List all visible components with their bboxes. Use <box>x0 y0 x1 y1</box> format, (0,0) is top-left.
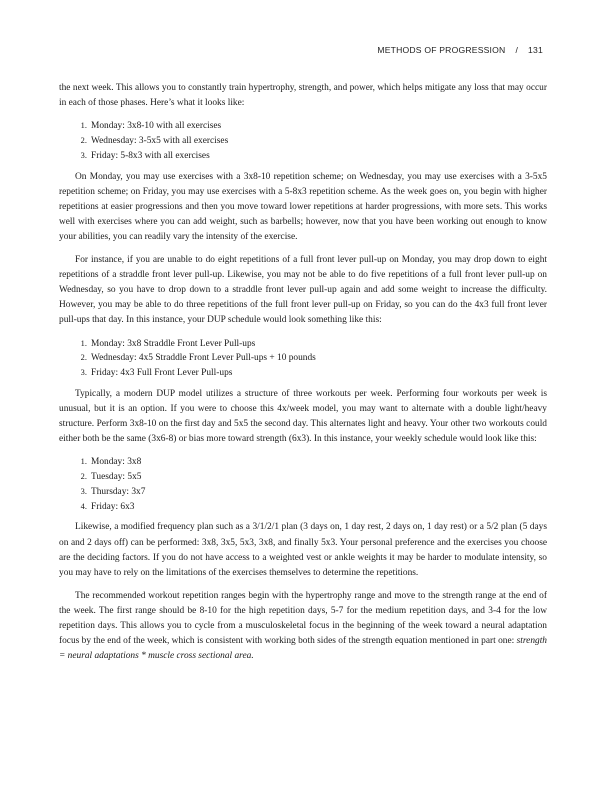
paragraph <box>59 589 547 664</box>
list-item: 2. Wednesday: 4x5 Straddle Front Lever Pull-ups + 10 pounds <box>89 351 547 366</box>
list-item: 2. Wednesday: 3-5x5 with all exercises <box>89 134 547 149</box>
list-item: 3. Friday: 5-8x3 with all exercises <box>89 149 547 164</box>
paragraph: For instance, if you are unable to do eight repetitions of a full front lever pull-up on Monday, you may drop down to eight repetitions of a straddle front lever pull-up. Likewise, you may not be able to do five repetitions of a full front lever pull-up on Wednesday, so you have to drop down to a straddle front lever pull-up again and add some weight to increase the difficulty. However, you may be able to do three repetitions of the full front lever pull-up on Friday, so you can do the 4x3 full front lever pull-ups that day. In this instance, your DUP schedule would look something like this: <box>59 255 547 326</box>
page-number: 131 <box>528 45 543 55</box>
list-item: 4. Friday: 6x3 <box>89 500 547 515</box>
strength-equation: strength = neural adaptations * muscle cross sectional area. <box>59 636 547 662</box>
list-item: 3. Friday: 4x3 Full Front Lever Pull-ups <box>89 366 547 381</box>
paragraph: Typically, a modern DUP model utilizes a structure of three workouts per week. Performing four workouts per week is unusual, but it is an option. If you were to choose this 4x/week model, you may want to alternate with a double light/heavy structure. Perform 3x8-10 on the first day and 5x5 the second day. This alternates light and heavy. Your other two workouts could either both be the same (3x6-8) or bias more toward strength (6x3). In this instance, your weekly schedule would look like this: <box>59 388 547 445</box>
running-header <box>377 45 543 55</box>
weekly-schedule-list <box>59 455 547 514</box>
list-item: 1. Monday: 3x8-10 with all exercises <box>89 119 547 134</box>
list-item: 3. Thursday: 3x7 <box>89 485 547 500</box>
body-text <box>59 81 547 672</box>
list-item: 1. Monday: 3x8 <box>89 455 547 470</box>
paragraph: Likewise, a modified frequency plan such as a 3/1/2/1 plan (3 days on, 1 day rest, 2 days on, 1 day rest) or a 5/2 plan (5 days on and 2 days off) can be performed: 3x8, 3x5, 5x3, 3x8, and finally 5x3. Your personal preference and the exercises you choose are the deciding factors. If you do not have access to a weighted vest or ankle weights it may be harder to modulate intensity, so you may have to rely on the limitations of the exercises themselves to determine the repetitions. <box>59 522 547 578</box>
paragraph: On Monday, you may use exercises with a 3x8-10 repetition scheme; on Wednesday, you may use exercises with a 3-5x5 repetition scheme; on Friday, you may use exercises with a 5-8x3 repetition scheme. As the week goes on, you begin with higher repetitions at easier progressions and then you move toward lower repetitions at harder progressions, with more sets. This works well with exercises where you can add weight, such as barbells; however, now that you have been working out enough to know your abilities, you can readily vary the intensity of the exercise. <box>59 171 547 242</box>
list-item: 1. Monday: 3x8 Straddle Front Lever Pull-ups <box>89 337 547 352</box>
dup-schedule-list <box>59 119 547 163</box>
paragraph-text: The recommended workout repetition ranges begin with the hypertrophy range and move to the strength range at the end of the week. The first range should be 8-10 for the high repetition days, 5-7 for the medium repetition days, and 3-4 for the low repetition days. This allows you to cycle from a musculoskeletal focus in the beginning of the week toward a neural adaptation focus by the end of the week, which is consistent with working both sides of the strength equation mentioned in part one: <box>59 590 547 647</box>
paragraph-continuation: the next week. This allows you to constantly train hypertrophy, strength, and power, which helps mitigate any loss that may occur in each of those phases. Here’s what it looks like: <box>59 83 547 109</box>
header-separator: / <box>515 45 519 55</box>
running-title: METHODS OF PROGRESSION <box>377 45 506 55</box>
front-lever-schedule-list <box>59 337 547 381</box>
list-item: 2. Tuesday: 5x5 <box>89 470 547 485</box>
